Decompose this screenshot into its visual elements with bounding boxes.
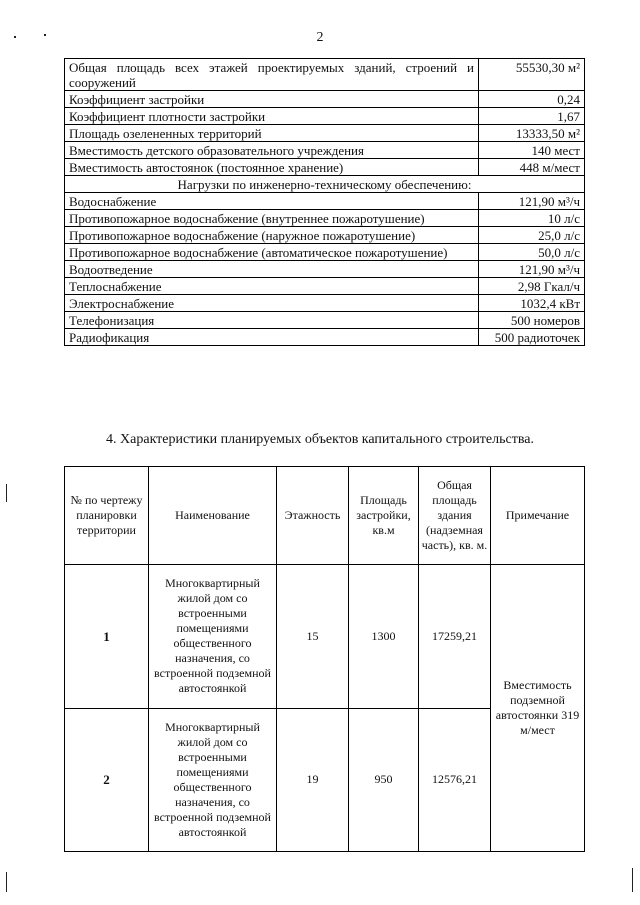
table-row [65,244,585,261]
object-floors: 15 [277,565,349,709]
page-number: 2 [316,30,324,45]
engineering-value: 1032,4 кВт [479,295,585,312]
table-row [65,295,585,312]
column-header-total-area: Общая площадь здания (надземная часть), кв. м. [419,467,491,565]
table-row [65,176,585,193]
column-header-floors: Этажность [277,467,349,565]
indicator-label: Вместимость детского образовательного учреждения [65,142,479,159]
engineering-value: 500 радиоточек [479,329,585,346]
table-row [65,142,585,159]
table-row [65,59,585,91]
object-total-area: 12576,21 [419,708,491,852]
indicator-value: 55530,30 м² [479,59,585,91]
column-header-name: Наименование [149,467,277,565]
engineering-label: Противопожарное водоснабжение (внутреннее пожаротушение) [65,210,479,227]
engineering-label: Противопожарное водоснабжение (наружное пожаротушение) [65,227,479,244]
engineering-label: Водоснабжение [65,193,479,210]
object-note: Вместимость подземной автостоянки 319 м/мест [491,565,585,852]
engineering-value: 500 номеров [479,312,585,329]
table-row [65,329,585,346]
column-header-note: Примечание [491,467,585,565]
indicator-label: Коэффициент застройки [65,91,479,108]
section-4-title: 4. Характеристики планируемых объектов капитального строительства. [106,432,534,447]
object-built-area: 1300 [349,565,419,709]
table-row [65,210,585,227]
scan-dot [44,34,46,36]
engineering-label: Электроснабжение [65,295,479,312]
scan-dot [14,36,16,38]
table-row [65,159,585,176]
column-header-built-area: Площадь застройки, кв.м [349,467,419,565]
engineering-value: 121,90 м³/ч [479,193,585,210]
object-total-area: 17259,21 [419,565,491,709]
engineering-label: Радиофикация [65,329,479,346]
table-row [65,227,585,244]
table-row [65,312,585,329]
engineering-label: Теплоснабжение [65,278,479,295]
object-number: 2 [65,708,149,852]
table-header-row [65,467,585,565]
engineering-value: 2,98 Гкал/ч [479,278,585,295]
scan-mark-left [6,484,7,502]
object-name: Многоквартирный жилой дом со встроенными помещениями общественного назначения, со встроенной подземной автостоянкой [149,708,277,852]
scan-mark-right [632,868,633,892]
indicators-table [64,58,585,346]
table-row [65,125,585,142]
indicator-value: 1,67 [479,108,585,125]
engineering-label: Телефонизация [65,312,479,329]
object-built-area: 950 [349,708,419,852]
table-row [65,565,585,709]
indicator-label: Коэффициент плотности застройки [65,108,479,125]
engineering-label: Противопожарное водоснабжение (автоматическое пожаротушение) [65,244,479,261]
engineering-value: 25,0 л/с [479,227,585,244]
table-row [65,261,585,278]
scan-mark-left [6,872,7,892]
object-floors: 19 [277,708,349,852]
indicator-label: Площадь озелененных территорий [65,125,479,142]
indicator-value: 0,24 [479,91,585,108]
indicator-value: 13333,50 м² [479,125,585,142]
indicator-value: 448 м/мест [479,159,585,176]
indicator-label: Общая площадь всех этажей проектируемых зданий, строений и сооружений [65,59,479,91]
table-row [65,193,585,210]
table-row [65,108,585,125]
engineering-value: 50,0 л/с [479,244,585,261]
engineering-value: 10 л/с [479,210,585,227]
indicator-label: Вместимость автостоянок (постоянное хранение) [65,159,479,176]
column-header-number: № по чертежу планировки территории [65,467,149,565]
indicator-value: 140 мест [479,142,585,159]
object-name: Многоквартирный жилой дом со встроенными помещениями общественного назначения, со встроенной подземной автостоянкой [149,565,277,709]
objects-table [64,466,585,852]
table-row [65,278,585,295]
engineering-label: Водоотведение [65,261,479,278]
table-row [65,91,585,108]
object-number: 1 [65,565,149,709]
engineering-value: 121,90 м³/ч [479,261,585,278]
engineering-header: Нагрузки по инженерно-техническому обеспечению: [65,176,585,193]
